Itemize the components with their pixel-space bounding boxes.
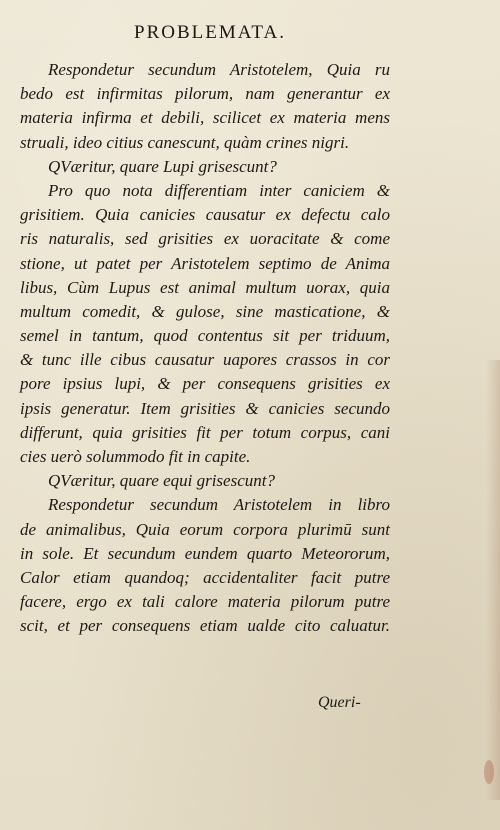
- text-line: stione, ut patet per Aristotelem septimo de Anima: [20, 253, 390, 273]
- text-line: multum comedit, & gulose, sine masticatione, &: [20, 301, 390, 321]
- text-line: bedo est infirmitas pilorum, nam generantur ex: [20, 84, 390, 104]
- text-block: [20, 58, 390, 639]
- text-line: grisitiem. Quia canicies causatur ex defectu calo: [20, 205, 390, 225]
- text-line: de animalibus, Quia eorum corpora plurimū sunt: [20, 519, 390, 539]
- text-line: & tunc ille cibus causatur uapores crassos in cor: [20, 350, 390, 370]
- question-line: QVæritur, quare equi grisescunt?: [48, 471, 275, 491]
- question-line: QVæritur, quare Lupi grisescunt?: [48, 156, 277, 176]
- text-line: semel in tantum, quod contentus sit per triduum,: [20, 326, 390, 346]
- running-title: PROBLEMATA.: [134, 22, 286, 43]
- text-line: Respondetur secundum Aristotelem in libro: [48, 495, 390, 515]
- text-line: ris naturalis, sed grisities ex uoracitate & come: [20, 229, 390, 249]
- text-line: differunt, quia grisities fit per totum corpus, cani: [20, 422, 390, 442]
- text-line: in sole. Et secundum eundem quarto Meteororum,: [20, 543, 390, 563]
- text-line: cies uerò solummodo fit in capite.: [20, 447, 251, 466]
- catchword: Queri-: [318, 694, 361, 711]
- ink-stain: [484, 760, 494, 784]
- text-line: libus, Cùm Lupus est animal multum uorax, quia: [20, 277, 390, 297]
- page-edge-stain: [486, 360, 500, 800]
- text-line: Respondetur secundum Aristotelem, Quia ru: [48, 60, 390, 79]
- text-line: ipsis generatur. Item grisities & canicies secundo: [20, 398, 390, 418]
- text-line: struali, ideo citius canescunt, quàm crines nigri.: [20, 132, 350, 152]
- text-line: materia infirma et debili, scilicet ex materia mens: [20, 108, 390, 128]
- text-line: scit, et per consequens etiam ualde cito caluatur.: [20, 616, 390, 636]
- text-line: Pro quo nota differentiam inter caniciem &: [48, 180, 390, 200]
- text-line: Calor etiam quandoq; accidentaliter facit putre: [20, 567, 390, 587]
- text-line: facere, ergo ex tali calore materia pilorum putre: [20, 592, 390, 612]
- text-line: pore ipsius lupi, & per consequens grisities ex: [20, 374, 390, 394]
